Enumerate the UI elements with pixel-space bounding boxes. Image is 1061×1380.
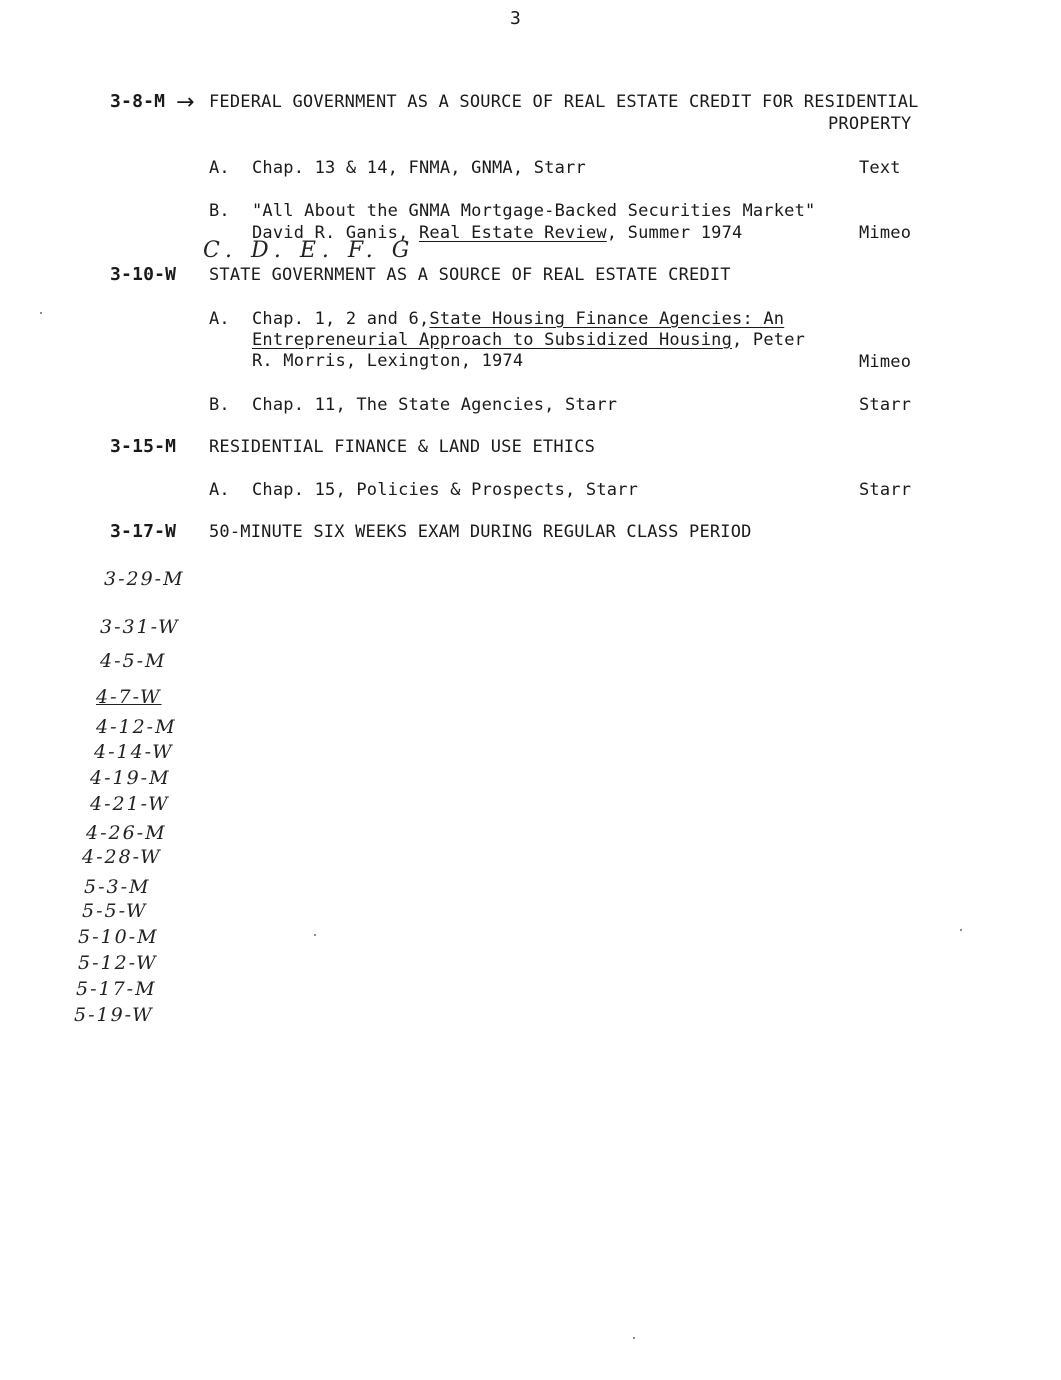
item-letter: B. — [209, 201, 230, 221]
handwritten-date: 5-12-W — [78, 952, 158, 974]
handwritten-date: 3-29-M — [104, 568, 185, 590]
item-letter: B. — [209, 395, 230, 415]
handwritten-date: 5-19-W — [74, 1004, 154, 1026]
handwritten-date: 4-19-M — [90, 767, 171, 789]
entry-date: 3-17-W — [110, 521, 177, 542]
author: David R. Ganis, — [252, 223, 419, 243]
handwritten-date: 5-3-M — [84, 876, 151, 898]
chapter-ref: Chap. 1, 2 and 6, — [252, 309, 430, 329]
scan-speck — [314, 934, 316, 936]
handwritten-date: 4-21-W — [90, 793, 170, 815]
entry-date: 3-8-M — [110, 91, 166, 112]
item-source: Mimeo — [859, 352, 912, 372]
item-text: Chap. 15, Policies & Prospects, Starr — [252, 480, 639, 500]
item-text: "All About the GNMA Mortgage-Backed Securities Market" — [252, 201, 816, 221]
handwritten-date: 5-10-M — [78, 926, 159, 948]
item-source: Mimeo — [859, 223, 912, 243]
handwritten-date: 3-31-W — [100, 616, 180, 638]
item-letter: A. — [209, 480, 230, 500]
entry-title: FEDERAL GOVERNMENT AS A SOURCE OF REAL ESTATE CREDIT FOR RESIDENTIAL — [209, 92, 919, 112]
handwritten-date: 5-5-W — [82, 900, 148, 922]
item-letter: A. — [209, 158, 230, 178]
item-letter: A. — [209, 309, 230, 329]
handwritten-date: 4-7-W — [96, 686, 162, 708]
scan-speck — [633, 1337, 635, 1339]
item-text: R. Morris, Lexington, 1974 — [252, 351, 524, 371]
publication-title: Real Estate Review — [418, 223, 607, 243]
handwritten-date: 4-12-M — [96, 716, 177, 738]
item-source: Starr — [859, 480, 912, 500]
item-source: Text — [859, 158, 901, 178]
item-source: Starr — [859, 395, 912, 415]
item-text: Chap. 13 & 14, FNMA, GNMA, Starr — [252, 158, 586, 178]
handwritten-date: 4-26-M — [86, 822, 167, 844]
handwritten-date: 4-28-W — [82, 846, 162, 868]
handwritten-date: 4-14-W — [94, 741, 174, 763]
author: , Peter — [732, 330, 806, 350]
page-number: 3 — [510, 8, 522, 29]
entry-title: 50-MINUTE SIX WEEKS EXAM DURING REGULAR CLASS PERIOD — [209, 522, 752, 542]
arrow-icon: → — [176, 90, 195, 115]
entry-date: 3-10-W — [110, 264, 177, 285]
item-text: Chap. 11, The State Agencies, Starr — [252, 395, 618, 415]
scan-speck — [960, 929, 962, 931]
publication-date: , Summer 1974 — [606, 223, 743, 243]
item-text — [252, 308, 784, 330]
item-text — [252, 329, 805, 351]
book-title: State Housing Finance Agencies: An — [429, 309, 785, 329]
handwritten-date: 4-5-M — [100, 650, 167, 672]
entry-title: RESIDENTIAL FINANCE & LAND USE ETHICS — [209, 437, 596, 457]
entry-title: STATE GOVERNMENT AS A SOURCE OF REAL ESTATE CREDIT — [209, 265, 731, 285]
entry-title-continued: PROPERTY — [828, 114, 912, 134]
entry-date: 3-15-M — [110, 436, 177, 457]
book-title-continued: Entrepreneurial Approach to Subsidized Housing — [252, 330, 733, 350]
scan-speck — [40, 312, 42, 314]
handwritten-note: C. D. E. F. G — [203, 238, 416, 263]
handwritten-date: 5-17-M — [76, 978, 157, 1000]
